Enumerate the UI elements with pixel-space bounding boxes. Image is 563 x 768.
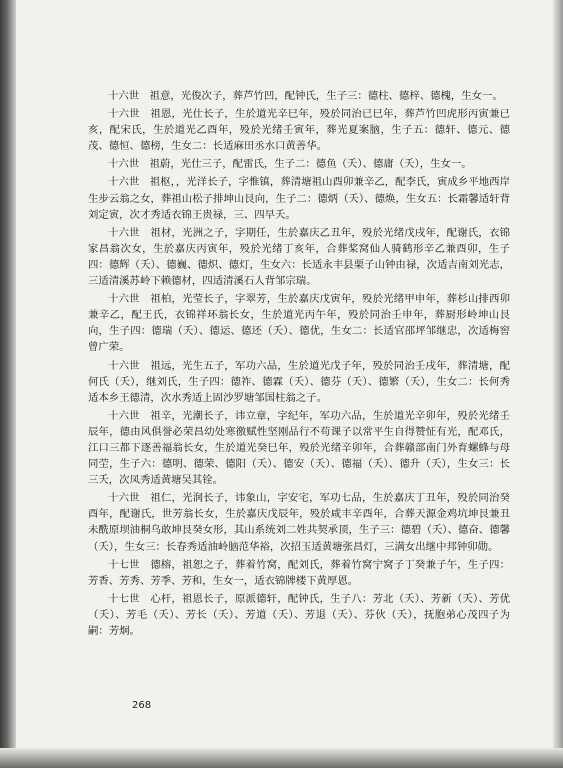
page-edge-right (553, 0, 563, 768)
page-number: 268 (132, 700, 152, 711)
genealogy-entry: 十六世 祖远，光生五子，军功六品，生於道光戊子年，殁於同治壬戌年，葬清塘，配何氏（夭），继刘氏，生子四：德祚、德霖（夭）、德芬（夭）、德繁（夭），生女二：长何秀适本乡王德清，次水秀适上固沙罗塘邹国柱翁之子。 (88, 359, 510, 404)
book-spine-shadow (0, 0, 16, 768)
page-edge-bottom (0, 748, 563, 768)
genealogy-entry: 十六世 祖意，光俊次子，葬芦竹凹，配钟氏，生子三：德柱、德梓、德槐，生女一。 (108, 90, 503, 102)
genealogy-entry: 十七世 德榕，祖恕之子，葬着竹窝，配刘氏，葬着竹窝宁窝子丁癸兼子午，生子四：芳香、芳秀、芳季、芳和，生女一，适衣锦牌楼下黄厚恩。 (88, 558, 510, 587)
genealogy-entry: 十六世 祖仁，光润长子，讳象山，字安宅，军功七品，生於嘉庆丁丑年，殁於同治癸酉年，配谢氏，世芳翁长女，生於嘉庆戊辰年，殁於咸丰辛酉年，合葬天源金鸡坑坤艮兼丑未酰原坝油桐乌敢坤艮癸女形，其山系统刘二姓共契承顶，生子三：德碧（夭）、德奋、德馨（夭），生女三：长春秀适油岭脑范华裕，次招玉适黄塘张昌灯，三满女出继中邦钟卯勋。 (88, 492, 510, 553)
genealogy-text-block (88, 88, 510, 641)
genealogy-entry: 十六世 祖蔚，光仕三子，配雷氏，生子二：德鱼（夭）、德庸（夭），生女一。 (108, 158, 472, 171)
genealogy-entry: 十六世 祖柏，光莹长子，字翠芳，生於嘉庆戊寅年，殁於光绪甲申年，葬杉山排西卯兼辛乙，配王氏，衣锦祥环翁长女，生於道光丙午年，殁於同治壬申年，葬厨形岭坤山艮向，生子四：德瑞（夭）、德运、德还（夭）、德优，生女二：长适官邵坪邹继忠，次适梅窖曾广荣。 (88, 293, 510, 354)
genealogy-entry: 十六世 祖辛，光潮长子，讳立章，字纪年，军功六品，生於道光辛卯年，殁於光绪壬辰年，德由风俱誉必荣昌幼处寒徼赋性坚刚品行不苟课子以常平生自得赞怔有光，配邓氏，江口三都下逐善福翁长女，生於道光癸巳年，殁於光绪辛卯年，合葬赣部南门外育螺蜂与母同茔，生子六：德明、德荣、德阳（夭）、德安（夭）、德福（夭）、德升（夭），生女三：长三夭，次凤秀适黄塘吴其铨。 (88, 409, 510, 487)
genealogy-entry: 十六世 祖材，光洲之子，字期任，生於嘉庆乙丑年，殁於光绪戊戌年，配谢氏，衣锦家昌翁次女，生於嘉庆丙寅年，殁於光绪丁亥年，合葬桨窝仙人骑鹤形辛乙兼酉卯，生子四：德辉（夭）、德巍、德炽、德灯，生女六：长适永丰县栗子山钟由禄，次适吉南刘光志，三适清溪苏岭下赖德材，四适清溪石人背邹宗瑞。 (88, 226, 510, 288)
genealogy-entry: 十六世 祖恩，光仕长子，生於道光辛巳年，殁於同治已巳年，葬芦竹凹虎形丙寅兼已亥，配宋氏，生於道光乙酉年，殁於光绪壬寅年，葬光夏案脑，生子五：德轩、德元、德茂、德恒、德榜，生女二：长适麻田丞水口黄善华。 (88, 108, 510, 153)
genealogy-entry: 十六世 祖枢，，光洋长子，字惟镇，葬清塘祖山酉卯兼辛乙，配李氏，寅成乡平地西岸生步云翁之女，葬祖山松子排坤山艮向，生子二：德炳（夭）、德焕，生女五：长霜馨适轩背刘定寅，次才秀适衣锦王贵禄，三、四早夭。 (88, 176, 510, 221)
genealogy-entry: 十七世 心杆，祖恩长子，原派德轩，配钟氏，生子八：芳北（夭）、芳新（夭）、芳优（夭）、芳毛（夭）、芳长（夭）、芳道（夭）、芳退（夭）、芬伙（夭），抚胞弟心茂四子为嗣：芳炯。 (88, 592, 510, 637)
